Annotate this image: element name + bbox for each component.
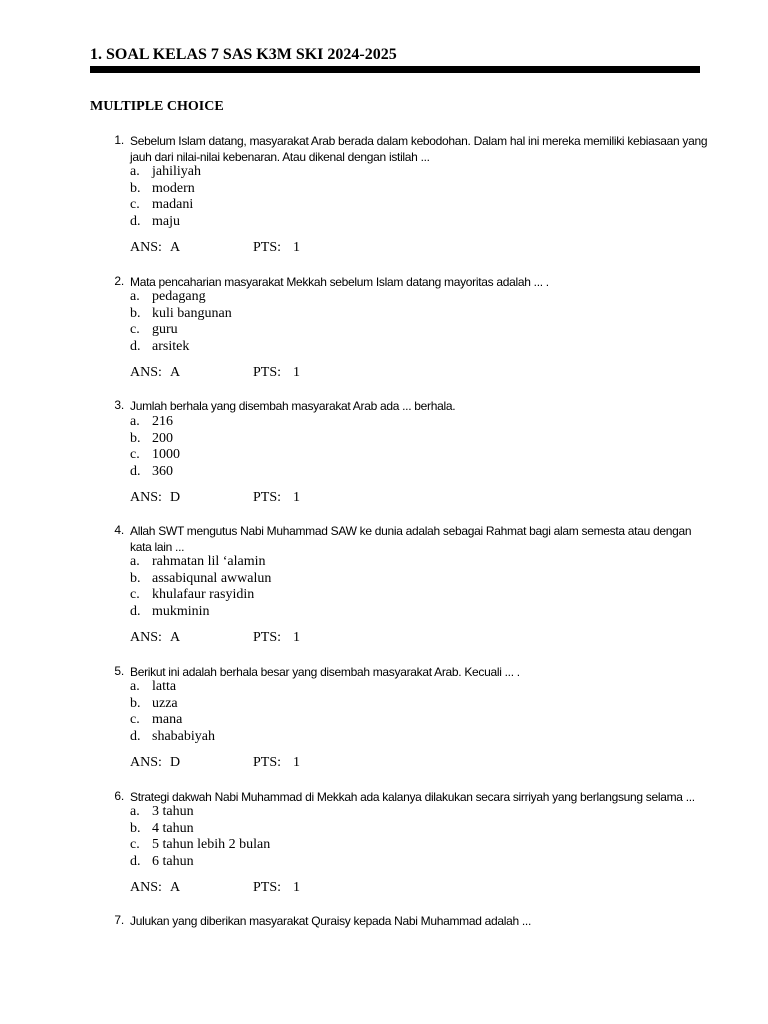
option-text: 3 tahun (152, 804, 194, 819)
option-c (130, 447, 180, 464)
option-d (130, 729, 215, 746)
option-list (130, 804, 270, 870)
option-text: assabiqunal awwalun (152, 570, 272, 586)
option-d (130, 214, 201, 231)
pts-value: 1 (293, 490, 300, 505)
answer-line (130, 240, 300, 256)
option-list (130, 679, 215, 745)
question-text: Jumlah berhala yang disembah masyarakat Arab ada ... berhala. (130, 399, 456, 413)
option-letter: c. (130, 712, 140, 727)
question-number: 2. (114, 274, 124, 288)
option-d (130, 464, 180, 481)
question-text: Allah SWT mengutus Nabi Muhammad SAW ke dunia adalah sebagai Rahmat bagi alam semesta atau dengan kata lain ... (130, 524, 692, 554)
ans-value: A (170, 630, 181, 645)
option-c (130, 587, 271, 604)
option-c (130, 197, 201, 214)
ans-label: ANS: (130, 755, 162, 770)
option-b (130, 306, 232, 323)
option-text: 360 (152, 463, 173, 479)
option-text: latta (152, 679, 177, 694)
answer-line (130, 630, 300, 646)
option-b (130, 821, 270, 838)
option-letter: b. (130, 695, 141, 711)
option-letter: b. (130, 180, 141, 196)
question-text: Berikut ini adalah berhala besar yang disembah masyarakat Arab. Kecuali ... . (130, 665, 520, 679)
ans-value: A (170, 365, 181, 380)
option-d (130, 854, 270, 871)
option-letter: b. (130, 820, 141, 836)
pts-value: 1 (293, 630, 300, 645)
option-letter: d. (130, 213, 141, 229)
option-letter: c. (130, 322, 140, 337)
option-text: kuli bangunan (152, 305, 232, 321)
option-text: 200 (152, 430, 173, 446)
option-a (130, 289, 232, 306)
option-b (130, 431, 180, 448)
pts-value: 1 (293, 880, 300, 895)
title-rule (90, 66, 700, 73)
answer-line (130, 755, 300, 771)
option-text: khulafaur rasyidin (152, 587, 255, 602)
answer-line (130, 490, 300, 506)
option-text: guru (152, 322, 178, 337)
question-number: 7. (114, 913, 124, 927)
answer-line (130, 365, 300, 381)
ans-label: ANS: (130, 490, 162, 505)
option-list (130, 414, 180, 480)
pts-label: PTS: (253, 630, 282, 645)
option-letter: c. (130, 837, 140, 852)
option-text: arsitek (152, 338, 190, 354)
option-text: maju (152, 213, 180, 229)
answer-line (130, 880, 300, 896)
option-text: 5 tahun lebih 2 bulan (152, 837, 271, 852)
ans-value: A (170, 240, 181, 255)
question-number: 4. (114, 523, 124, 537)
option-a (130, 804, 270, 821)
option-b (130, 571, 271, 588)
ans-label: ANS: (130, 365, 162, 380)
option-text: rahmatan lil ‘alamin (152, 554, 266, 569)
option-letter: c. (130, 447, 140, 462)
option-list (130, 554, 271, 620)
option-text: shababiyah (152, 728, 215, 744)
option-letter: a. (130, 554, 140, 569)
document-title: 1. SOAL KELAS 7 SAS K3M SKI 2024-2025 (90, 46, 397, 63)
option-letter: a. (130, 164, 140, 179)
option-text: jahiliyah (152, 164, 201, 179)
pts-label: PTS: (253, 240, 282, 255)
option-text: pedagang (152, 289, 206, 304)
option-letter: a. (130, 289, 140, 304)
option-text: 4 tahun (152, 820, 194, 836)
pts-label: PTS: (253, 755, 282, 770)
option-list (130, 289, 232, 355)
option-letter: c. (130, 197, 140, 212)
option-a (130, 414, 180, 431)
option-a (130, 554, 271, 571)
option-list (130, 164, 201, 230)
option-a (130, 679, 215, 696)
ans-label: ANS: (130, 240, 162, 255)
option-d (130, 339, 232, 356)
option-letter: d. (130, 728, 141, 744)
option-letter: a. (130, 679, 140, 694)
option-letter: b. (130, 570, 141, 586)
pts-label: PTS: (253, 880, 282, 895)
option-letter: d. (130, 853, 141, 869)
option-a (130, 164, 201, 181)
option-text: 1000 (152, 447, 180, 462)
option-c (130, 712, 215, 729)
option-text: mukminin (152, 603, 210, 619)
option-text: madani (152, 197, 194, 212)
question-text: Sebelum Islam datang, masyarakat Arab berada dalam kebodohan. Dalam hal ini mereka memiliki kebiasaan yang jauh dari nilai-nilai kebenaran. Atau dikenal dengan istilah ... (130, 134, 708, 164)
question-number: 6. (114, 789, 124, 803)
section-heading: MULTIPLE CHOICE (90, 99, 224, 114)
question-number: 5. (114, 664, 124, 678)
question-text: Strategi dakwah Nabi Muhammad di Mekkah ada kalanya dilakukan secara sirriyah yang berlangsung selama ... (130, 790, 695, 804)
question-number: 1. (114, 133, 124, 147)
question-text: Mata pencaharian masyarakat Mekkah sebelum Islam datang mayoritas adalah ... . (130, 275, 549, 289)
question-text: Julukan yang diberikan masyarakat Quraisy kepada Nabi Muhammad adalah ... (130, 914, 531, 928)
option-letter: b. (130, 305, 141, 321)
option-letter: c. (130, 587, 140, 602)
option-letter: b. (130, 430, 141, 446)
option-letter: a. (130, 804, 140, 819)
option-text: 6 tahun (152, 853, 194, 869)
ans-label: ANS: (130, 880, 162, 895)
pts-value: 1 (293, 365, 300, 380)
option-letter: d. (130, 603, 141, 619)
ans-value: A (170, 880, 181, 895)
option-c (130, 322, 232, 339)
option-b (130, 696, 215, 713)
option-letter: d. (130, 463, 141, 479)
option-text: 216 (152, 414, 173, 429)
ans-value: D (170, 490, 181, 505)
pts-value: 1 (293, 240, 300, 255)
option-text: mana (152, 712, 183, 727)
option-c (130, 837, 270, 854)
option-d (130, 604, 271, 621)
option-text: uzza (152, 695, 178, 711)
pts-label: PTS: (253, 490, 282, 505)
pts-value: 1 (293, 755, 300, 770)
ans-value: D (170, 755, 181, 770)
option-letter: a. (130, 414, 140, 429)
option-text: modern (152, 180, 195, 196)
pts-label: PTS: (253, 365, 282, 380)
question-number: 3. (114, 398, 124, 412)
ans-label: ANS: (130, 630, 162, 645)
option-letter: d. (130, 338, 141, 354)
option-b (130, 181, 201, 198)
